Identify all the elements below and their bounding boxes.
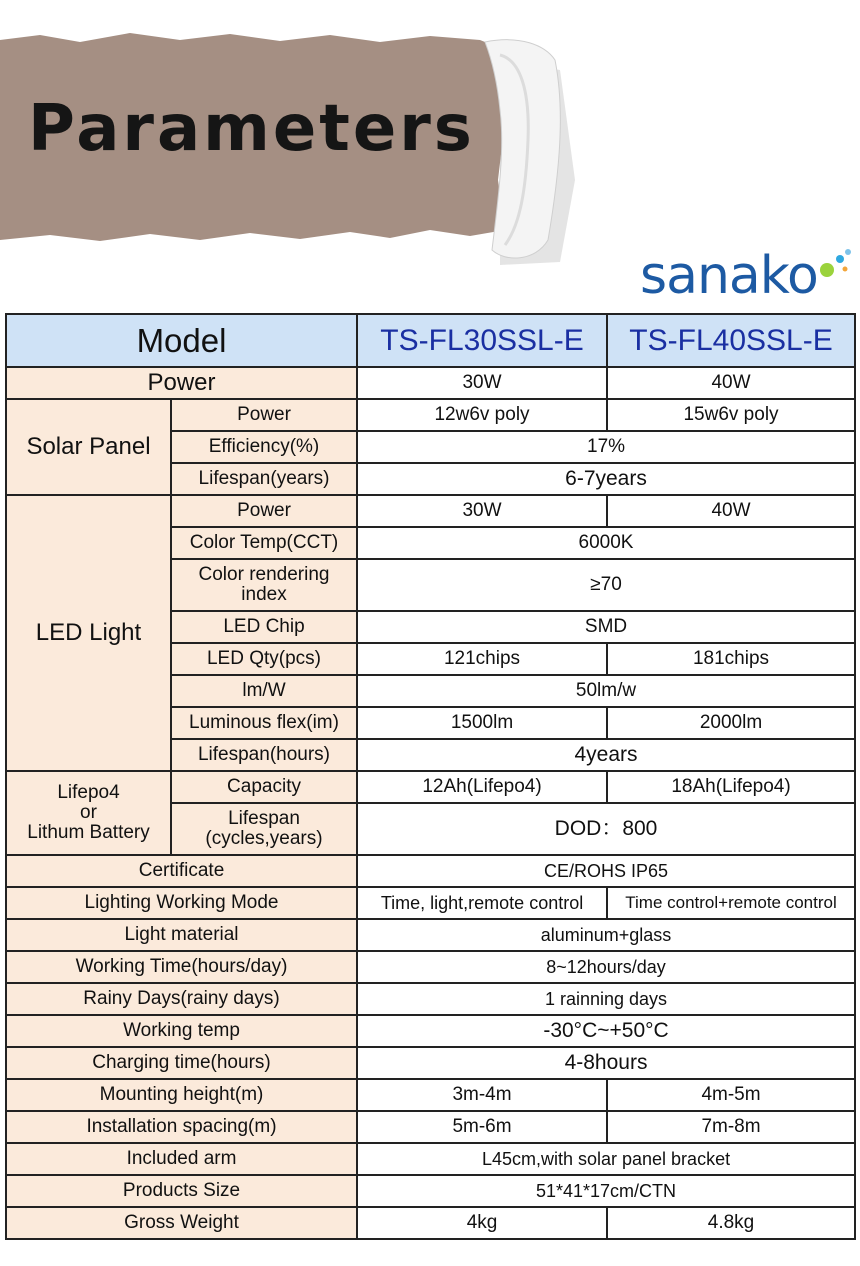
solar-efficiency-label: Efficiency(%) <box>171 431 357 463</box>
led-light-group-label: LED Light <box>6 495 171 771</box>
working-time-value: 8~12hours/day <box>357 951 855 983</box>
brand-logo <box>640 246 860 306</box>
installation-spacing-label: Installation spacing(m) <box>6 1111 357 1143</box>
cri-label-line-2: index <box>241 584 287 605</box>
light-material-label: Light material <box>6 919 357 951</box>
cri-value: ≥70 <box>357 559 855 611</box>
table-row-gross-weight <box>6 1207 855 1239</box>
solar-panel-group-label: Solar Panel <box>6 399 171 495</box>
mounting-height-label: Mounting height(m) <box>6 1079 357 1111</box>
led-qty-value-1: 121chips <box>357 643 607 675</box>
table-row-light-material <box>6 919 855 951</box>
gross-weight-value-2: 4.8kg <box>607 1207 855 1239</box>
table-row-mounting-height <box>6 1079 855 1111</box>
flux-label: Luminous flex(im) <box>171 707 357 739</box>
table-row-power <box>6 367 855 399</box>
working-mode-label: Lighting Working Mode <box>6 887 357 919</box>
solar-efficiency-value: 17% <box>357 431 855 463</box>
table-row-certificate <box>6 855 855 887</box>
rainy-days-label: Rainy Days(rainy days) <box>6 983 357 1015</box>
included-arm-label: Included arm <box>6 1143 357 1175</box>
table-row-led-power <box>6 495 855 527</box>
working-temp-label: Working temp <box>6 1015 357 1047</box>
power-value-1: 30W <box>357 367 607 399</box>
led-lifespan-value: 4years <box>357 739 855 771</box>
led-chip-label: LED Chip <box>171 611 357 643</box>
page-title: Parameters <box>28 92 475 166</box>
products-size-label: Products Size <box>6 1175 357 1207</box>
logo-text: sanako <box>640 246 818 306</box>
flux-value-2: 2000lm <box>607 707 855 739</box>
table-row-working-temp <box>6 1015 855 1047</box>
power-value-2: 40W <box>607 367 855 399</box>
led-power-value-2: 40W <box>607 495 855 527</box>
installation-spacing-value-1: 5m-6m <box>357 1111 607 1143</box>
led-lifespan-label: Lifespan(hours) <box>171 739 357 771</box>
table-row-included-arm <box>6 1143 855 1175</box>
charging-time-value: 4-8hours <box>357 1047 855 1079</box>
model-label: Model <box>6 314 357 367</box>
battery-group-line-2: or <box>80 802 97 823</box>
certificate-value: CE/ROHS IP65 <box>357 855 855 887</box>
table-row-rainy-days <box>6 983 855 1015</box>
battery-capacity-value-1: 12Ah(Lifepo4) <box>357 771 607 803</box>
table-row-battery-capacity <box>6 771 855 803</box>
solar-lifespan-value: 6-7years <box>357 463 855 495</box>
flux-value-1: 1500lm <box>357 707 607 739</box>
cri-label-line-1: Color rendering <box>198 564 330 585</box>
led-qty-value-2: 181chips <box>607 643 855 675</box>
model-2: TS-FL40SSL-E <box>607 314 855 367</box>
solar-power-value-1: 12w6v poly <box>357 399 607 431</box>
parameters-table <box>5 313 856 1240</box>
table-row-working-mode <box>6 887 855 919</box>
battery-lifespan-value: DOD：800 <box>357 803 855 855</box>
installation-spacing-value-2: 7m-8m <box>607 1111 855 1143</box>
solar-power-label: Power <box>171 399 357 431</box>
battery-lifespan-label <box>171 803 357 855</box>
color-temp-value: 6000K <box>357 527 855 559</box>
battery-lifespan-line-1: Lifespan <box>228 808 300 829</box>
table-row-solar-power <box>6 399 855 431</box>
battery-lifespan-line-2: (cycles,years) <box>205 828 323 849</box>
rainy-days-value: 1 rainning days <box>357 983 855 1015</box>
working-temp-value: -30°C~+50°C <box>357 1015 855 1047</box>
battery-group-label <box>6 771 171 855</box>
battery-capacity-label: Capacity <box>171 771 357 803</box>
charging-time-label: Charging time(hours) <box>6 1047 357 1079</box>
working-mode-value-1: Time, light,remote control <box>357 887 607 919</box>
mounting-height-value-1: 3m-4m <box>357 1079 607 1111</box>
led-power-value-1: 30W <box>357 495 607 527</box>
solar-lifespan-label: Lifespan(years) <box>171 463 357 495</box>
table-row-installation-spacing <box>6 1111 855 1143</box>
efficacy-label: lm/W <box>171 675 357 707</box>
battery-capacity-value-2: 18Ah(Lifepo4) <box>607 771 855 803</box>
solar-power-value-2: 15w6v poly <box>607 399 855 431</box>
products-size-value: 51*41*17cm/CTN <box>357 1175 855 1207</box>
gross-weight-label: Gross Weight <box>6 1207 357 1239</box>
table-row-products-size <box>6 1175 855 1207</box>
model-1: TS-FL30SSL-E <box>357 314 607 367</box>
cri-label <box>171 559 357 611</box>
light-material-value: aluminum+glass <box>357 919 855 951</box>
battery-group-line-1: Lifepo4 <box>57 782 120 803</box>
color-temp-label: Color Temp(CCT) <box>171 527 357 559</box>
gross-weight-value-1: 4kg <box>357 1207 607 1239</box>
included-arm-value: L45cm,with solar panel bracket <box>357 1143 855 1175</box>
working-mode-value-2: Time control+remote control <box>607 887 855 919</box>
table-row-model <box>6 314 855 367</box>
certificate-label: Certificate <box>6 855 357 887</box>
led-power-label: Power <box>171 495 357 527</box>
led-chip-value: SMD <box>357 611 855 643</box>
working-time-label: Working Time(hours/day) <box>6 951 357 983</box>
power-label: Power <box>6 367 357 399</box>
efficacy-value: 50lm/w <box>357 675 855 707</box>
led-qty-label: LED Qty(pcs) <box>171 643 357 675</box>
mounting-height-value-2: 4m-5m <box>607 1079 855 1111</box>
parameters-banner <box>0 0 860 306</box>
table-row-working-time <box>6 951 855 983</box>
table-row-charging-time <box>6 1047 855 1079</box>
logo-dots-icon <box>640 246 860 306</box>
battery-group-line-3: Lithum Battery <box>27 822 150 843</box>
